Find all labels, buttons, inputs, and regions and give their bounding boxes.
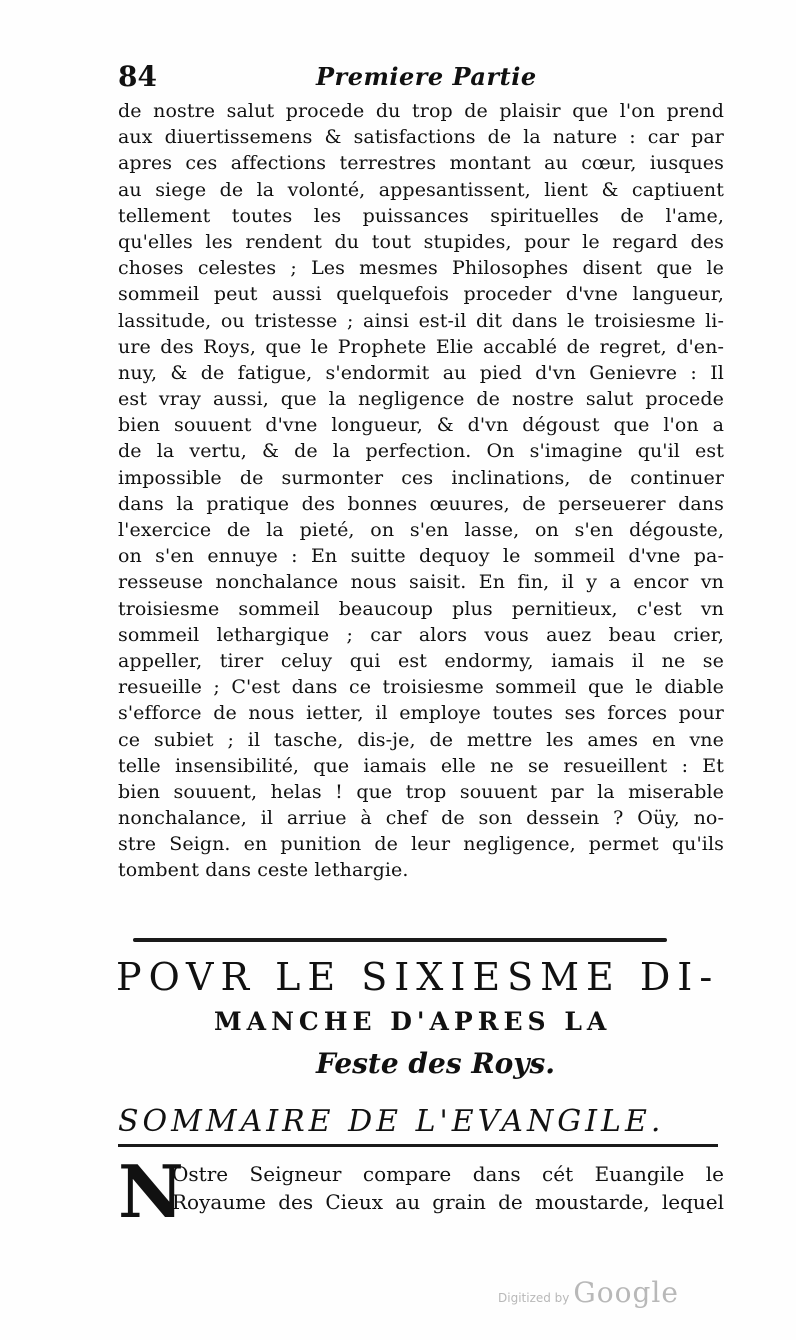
page-number: 84 [118, 60, 157, 93]
text-line: sommeil lethargique ; car alors vous auez beau crier, [118, 623, 724, 646]
text-line: impossible de surmonter ces inclinations, de continuer [118, 466, 724, 489]
sommaire-heading: SOMMAIRE DE L'EVANGILE. [118, 1102, 718, 1147]
text-line: nuy, & de fatigue, s'endormit au pied d'vn Genievre : Il [118, 361, 724, 384]
digitized-watermark [498, 1276, 679, 1309]
text-line: nonchalance, il arriue à chef de son dessein ? Oüy, no- [118, 807, 724, 830]
body-paragraph [118, 98, 724, 884]
text-line: ce subiet ; il tasche, dis-je, de mettre les ames en vne [118, 728, 724, 751]
text-line: troisiesme sommeil beaucoup plus pernitieux, c'est vn [118, 597, 724, 620]
text-line: ure des Roys, que le Prophete Elie accablé de regret, d'en- [118, 335, 724, 358]
text-line: bien souuent d'vne longueur, & d'vn dégoust que l'on a [118, 414, 724, 437]
text-line: bien souuent, helas ! que trop souuent par la miserable [118, 780, 724, 803]
text-line: resueille ; C'est dans ce troisiesme sommeil que le diable [118, 676, 724, 699]
text-line: telle insensibilité, que iamais elle ne se resueillent : Et [118, 754, 724, 777]
text-line: qu'elles les rendent du tout stupides, pour le regard des [118, 230, 724, 253]
text-line: stre Seign. en punition de leur negligence, permet qu'ils [118, 833, 724, 856]
page-header [118, 60, 718, 98]
watermark-logo: Google [573, 1276, 679, 1309]
text-line: s'efforce de nous ietter, il employe toutes ses forces pour [118, 702, 724, 725]
text-line: est vray aussi, que la negligence de nostre salut procede [118, 388, 724, 411]
intro-paragraph [118, 1149, 724, 1234]
watermark-prefix: Digitized by [498, 1291, 570, 1305]
section-heading [116, 952, 736, 1086]
text-line: appeller, tirer celuy qui est endormy, iamais il ne se [118, 649, 724, 672]
text-line: on s'en ennuye : En suitte dequoy le sommeil d'vne pa- [118, 545, 724, 568]
text-line: tombent dans ceste lethargie. [118, 859, 409, 882]
section-title-line-1: POVR LE SIXIESME DI- [116, 955, 720, 999]
text-line: apres ces affections terrestres montant au cœur, iusques [118, 152, 724, 175]
section-title-line-2: MANCHE D'APRES LA [214, 1007, 612, 1036]
section-divider [133, 938, 667, 942]
text-line: dans la pratique des bonnes œuures, de perseuerer dans [118, 492, 724, 515]
text-line: aux diuertissemens & satisfactions de la nature : car par [118, 126, 724, 149]
text-line: de la vertu, & de la perfection. On s'imagine qu'il est [118, 440, 724, 463]
text-line: l'exercice de la pieté, on s'en lasse, on s'en dégouste, [118, 519, 724, 541]
text-line: de nostre salut procede du trop de plaisir que l'on prend [118, 100, 724, 122]
intro-line: Ostre Seigneur compare dans cét Euangile le [172, 1162, 724, 1186]
text-line: sommeil peut aussi quelquefois proceder d'vne langueur, [118, 283, 724, 306]
section-title-line-3: Feste des Roys. [316, 1047, 556, 1080]
text-line: lassitude, ou tristesse ; ainsi est-il dit dans le troisiesme li- [118, 309, 724, 332]
running-head: Premiere Partie [316, 62, 537, 91]
text-line: tellement toutes les puissances spirituelles de l'ame, [118, 204, 724, 227]
drop-cap: N [118, 1149, 184, 1234]
text-line: choses celestes ; Les mesmes Philosophes disent que le [118, 257, 724, 280]
intro-line: Royaume des Cieux au grain de moustarde, lequel [172, 1190, 724, 1214]
intro-lines [172, 1160, 724, 1216]
text-line: au siege de la volonté, appesantissent, lient & captiuent [118, 178, 724, 201]
text-line: resseuse nonchalance nous saisit. En fin, il y a encor vn [118, 571, 724, 594]
